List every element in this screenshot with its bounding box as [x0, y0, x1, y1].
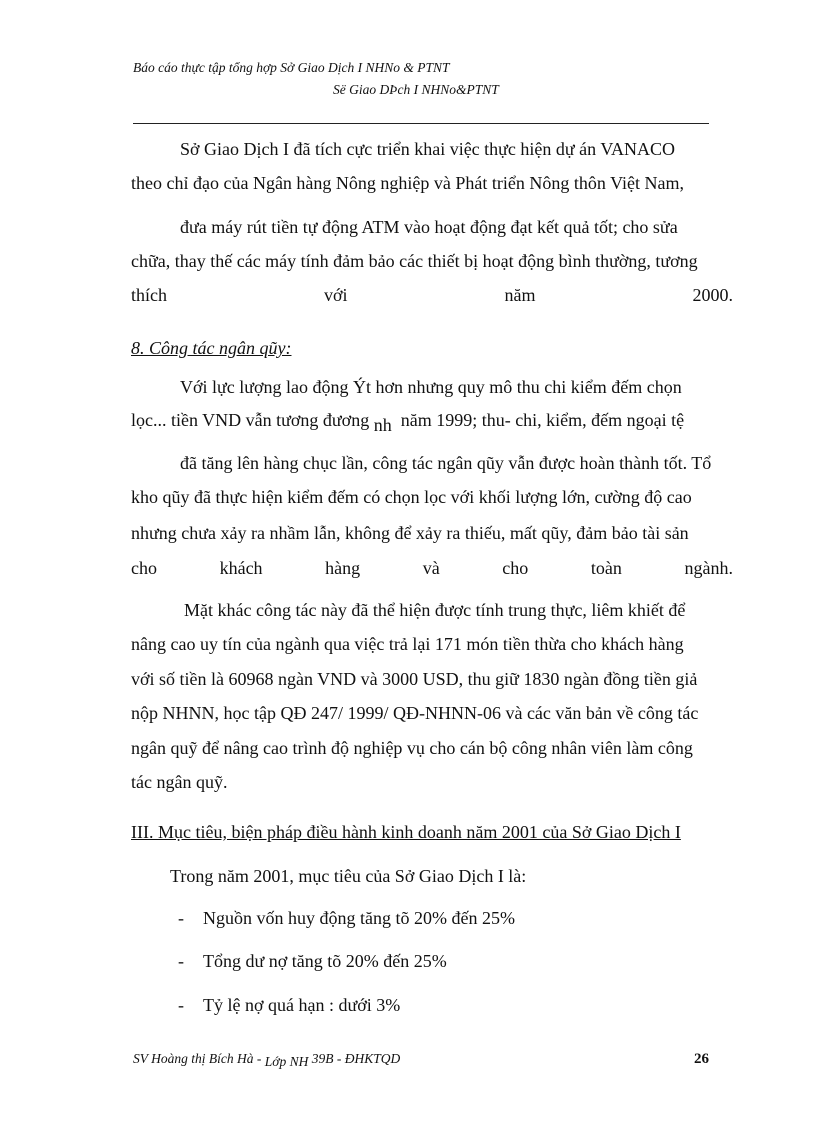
p2-line5: nhưng chưa xảy ra nhầm lẫn, không để xảy ra thiếu, mất qũy, đảm bảo tài sản: [131, 523, 689, 543]
p3-line3: với số tiền là 60968 ngàn VND và 3000 USD, thu giữ 1830 ngàn đồng tiền giả: [131, 669, 698, 689]
running-header-line2: Së Giao DÞch I NHNo&PTNT: [333, 82, 499, 97]
p3-line6: tác ngân quỹ.: [131, 772, 228, 792]
page-number: 26: [694, 1051, 709, 1067]
word: khách: [219, 558, 263, 578]
p1-line4: chữa, thay thế các máy tính đảm bảo các thiết bị hoạt động bình thường, tương: [131, 251, 698, 271]
p3-line2: nâng cao uy tín của ngành qua việc trả lại 171 món tiền thừa cho khách hàng: [131, 634, 684, 654]
p3-line1: Mặt khác công tác này đã thể hiện được tính trung thực, liêm khiết để: [184, 600, 686, 620]
p2-line2c: năm 1999; thu- chi, kiểm, đếm ngoại tệ: [400, 410, 685, 430]
p1-line3: đưa máy rút tiền tự động ATM vào hoạt động đạt kết quả tốt; cho sửa: [180, 217, 678, 237]
p2-line6: [131, 558, 733, 579]
list-item: Tỷ lệ nợ quá hạn : dưới 3%: [203, 995, 401, 1015]
footer-author-b: Lớp NH: [264, 1054, 309, 1069]
bullet-dash: -: [178, 951, 184, 971]
list-item: Nguồn vốn huy động tăng tõ 20% đến 25%: [203, 908, 515, 928]
footer-author: [133, 1051, 400, 1067]
header-rule: [133, 123, 709, 124]
word: thích: [131, 285, 167, 305]
word: hàng: [325, 558, 361, 578]
footer-author-a: SV Hoàng thị Bích Hà -: [133, 1051, 265, 1066]
bullet-dash: -: [178, 908, 184, 928]
section-8-title: 8. Công tác ngân qũy:: [131, 338, 292, 358]
word: toàn: [590, 558, 622, 578]
list-item: Tổng dư nợ tăng tõ 20% đến 25%: [203, 951, 447, 971]
footer-author-c: 39B - ĐHKTQD: [308, 1051, 401, 1066]
p2-line3: đã tăng lên hàng chục lần, công tác ngân qũy vẫn được hoàn thành tốt. Tổ: [180, 453, 712, 473]
p2-line2b: nh: [373, 415, 392, 435]
p3-line5: ngân quỹ để nâng cao trình độ nghiệp vụ cho cán bộ công nhân viên làm công: [131, 738, 693, 758]
section-iii-intro: Trong năm 2001, mục tiêu của Sở Giao Dịch I là:: [170, 866, 527, 886]
section-iii-title: III. Mục tiêu, biện pháp điều hành kinh doanh năm 2001 của Sở Giao Dịch I: [131, 822, 681, 842]
p1-line5: [131, 285, 733, 306]
word: năm: [504, 285, 536, 305]
p3-line4: nộp NHNN, học tập QĐ 247/ 1999/ QĐ-NHNN-06 và các văn bản về công tác: [131, 703, 699, 723]
word: cho: [131, 558, 157, 578]
bullet-dash: -: [178, 995, 184, 1015]
p2-line2: [131, 410, 685, 435]
word: và: [422, 558, 440, 578]
word: cho: [502, 558, 529, 578]
word: 2000.: [692, 285, 733, 305]
p2-line4: kho qũy đã thực hiện kiểm đếm có chọn lọc với khối lượng lớn, cường độ cao: [131, 487, 692, 507]
word: ngành.: [684, 558, 733, 578]
p1-line2: theo chỉ đạo của Ngân hàng Nông nghiệp và Phát triển Nông thôn Việt Nam,: [131, 173, 684, 193]
word: với: [323, 285, 348, 305]
p2-line1: Với lực lượng lao động Ýt hơn nhưng quy mô thu chi kiểm đếm chọn: [180, 377, 682, 397]
p2-line2a: lọc... tiền VND vẫn tương đương: [131, 410, 370, 430]
running-header-line1: Báo cáo thực tập tổng hợp Sở Giao Dịch I NHNo & PTNT: [133, 60, 450, 75]
p1-line1: Sở Giao Dịch I đã tích cực triển khai việc thực hiện dự án VANACO: [180, 139, 676, 159]
